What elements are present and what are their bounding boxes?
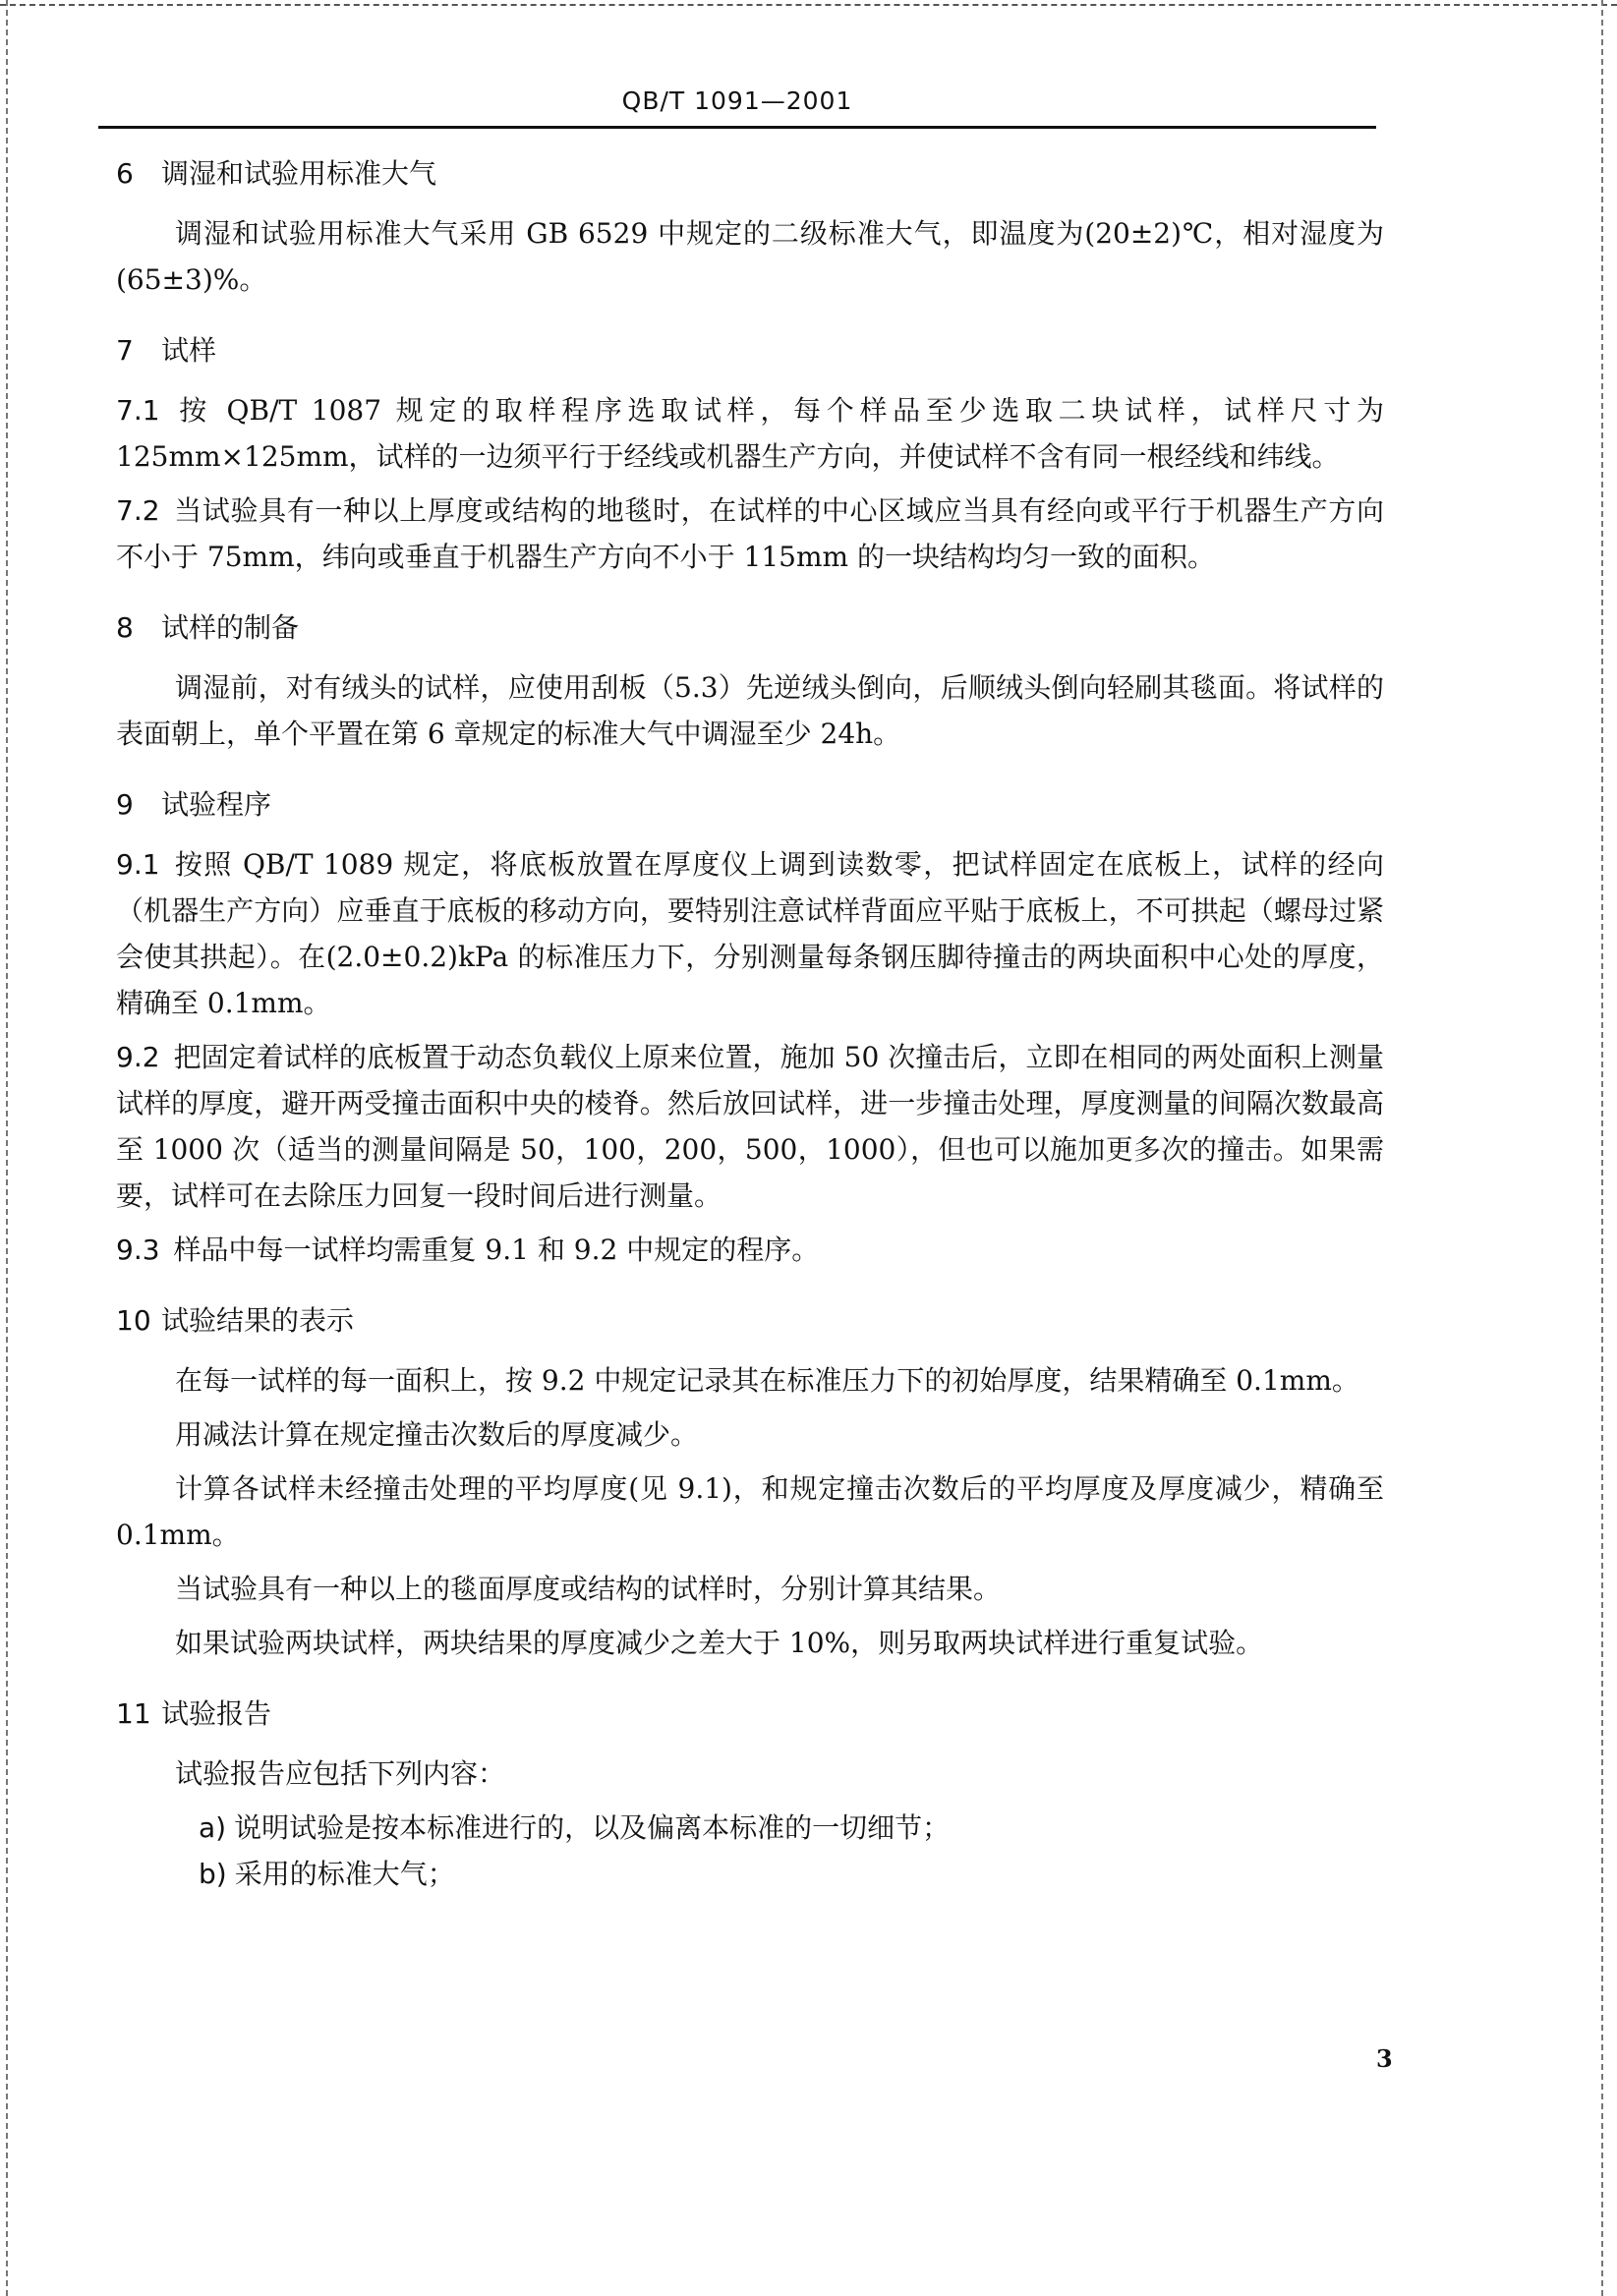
section-7-heading — [116, 330, 1384, 372]
header-rule — [98, 126, 1376, 129]
standard-code-header: QB/T 1091—2001 — [621, 86, 853, 115]
section-8-heading — [116, 607, 1384, 649]
section-11-paragraph: 试验报告应包括下列内容： — [175, 1757, 506, 1790]
section-6-paragraph: 调湿和试验用标准大气采用 GB 6529 中规定的二级标准大气，即温度为(20±2)℃，相对湿度为(65±3)%。 — [116, 217, 1384, 296]
section-title: 试样的制备 — [161, 611, 300, 644]
list-item — [116, 1851, 1384, 1897]
clause-7-1 — [116, 387, 1384, 480]
scan-border-right — [1601, 0, 1603, 2296]
list-item — [116, 1805, 1384, 1851]
scan-border-top — [0, 4, 1617, 6]
list-marker: b) — [199, 1858, 227, 1890]
document-body — [116, 147, 1384, 1897]
section-number: 6 — [116, 157, 134, 190]
clause-text: 按照 QB/T 1089 规定，将底板放置在厚度仪上调到读数零，把试样固定在底板上，试样的经向（机器生产方向）应垂直于底板的移动方向，要特别注意试样背面应平贴于底板上，不可拱起（螺母过紧会使其拱起）。在(2.0±0.2)kPa 的标准压力下，分别测量每条钢压脚待撞击的两块面积中心处的厚度，精确至 0.1mm。 — [116, 848, 1384, 1019]
section-10-paragraph-2: 用减法计算在规定撞击次数后的厚度减少。 — [175, 1418, 699, 1451]
section-title: 试验程序 — [161, 788, 272, 821]
list-marker: a) — [199, 1811, 227, 1844]
clause-9-3 — [116, 1227, 1384, 1273]
section-11-heading — [116, 1693, 1384, 1735]
scan-border-left — [6, 0, 8, 2296]
clause-7-2 — [116, 488, 1384, 580]
section-number: 9 — [116, 788, 134, 821]
section-title: 试验结果的表示 — [161, 1304, 355, 1337]
clause-text: 样品中每一试样均需重复 9.1 和 9.2 中规定的程序。 — [173, 1234, 820, 1266]
page-number: 3 — [1376, 2044, 1393, 2073]
section-10-paragraph-5: 如果试验两块试样，两块结果的厚度减少之差大于 10%，则另取两块试样进行重复试验。 — [175, 1627, 1264, 1659]
section-number: 11 — [116, 1697, 151, 1730]
clause-number: 9.3 — [116, 1234, 160, 1266]
clause-text: 按 QB/T 1087 规定的取样程序选取试样，每个样品至少选取二块试样，试样尺寸为 125mm×125mm，试样的一边须平行于经线或机器生产方向，并使试样不含有同一根经线和纬线。 — [116, 394, 1384, 473]
section-number: 7 — [116, 334, 134, 367]
clause-number: 7.2 — [116, 494, 160, 527]
clause-number: 9.1 — [116, 848, 160, 881]
section-10-paragraph-1: 在每一试样的每一面积上，按 9.2 中规定记录其在标准压力下的初始厚度，结果精确至 0.1mm。 — [175, 1364, 1359, 1397]
section-8-paragraph: 调湿前，对有绒头的试样，应使用刮板（5.3）先逆绒头倒向，后顺绒头倒向轻刷其毯面。将试样的表面朝上，单个平置在第 6 章规定的标准大气中调湿至少 24h。 — [116, 671, 1384, 750]
list-item-text: 说明试验是按本标准进行的，以及偏离本标准的一切细节； — [234, 1811, 951, 1844]
section-title: 调湿和试验用标准大气 — [161, 157, 437, 190]
clause-number: 7.1 — [116, 394, 160, 427]
section-9-heading — [116, 784, 1384, 826]
section-10-heading — [116, 1300, 1384, 1342]
clause-text: 把固定着试样的底板置于动态负载仪上原来位置，施加 50 次撞击后，立即在相同的两处面积上测量试样的厚度，避开两受撞击面积中央的棱脊。然后放回试样，进一步撞击处理，厚度测量的间隔次数最高至 1000 次（适当的测量间隔是 50，100，200，500，1000），但也可以施加更多次的撞击。如果需要，试样可在去除压力回复一段时间后进行测量。 — [116, 1041, 1384, 1212]
clause-9-1 — [116, 841, 1384, 1026]
section-number: 8 — [116, 611, 134, 644]
section-6-heading — [116, 153, 1384, 195]
section-number: 10 — [116, 1304, 151, 1337]
section-10-paragraph-3: 计算各试样未经撞击处理的平均厚度(见 9.1)，和规定撞击次数后的平均厚度及厚度减少，精确至 0.1mm。 — [116, 1472, 1384, 1551]
clause-9-2 — [116, 1034, 1384, 1219]
section-10-paragraph-4: 当试验具有一种以上的毯面厚度或结构的试样时，分别计算其结果。 — [175, 1573, 1002, 1605]
list-item-text: 采用的标准大气； — [234, 1858, 455, 1890]
section-title: 试验报告 — [161, 1697, 272, 1730]
clause-text: 当试验具有一种以上厚度或结构的地毯时，在试样的中心区域应当具有经向或平行于机器生产方向不小于 75mm，纬向或垂直于机器生产方向不小于 115mm 的一块结构均匀一致的面积。 — [116, 494, 1384, 573]
clause-number: 9.2 — [116, 1041, 160, 1073]
section-title: 试样 — [161, 334, 217, 367]
